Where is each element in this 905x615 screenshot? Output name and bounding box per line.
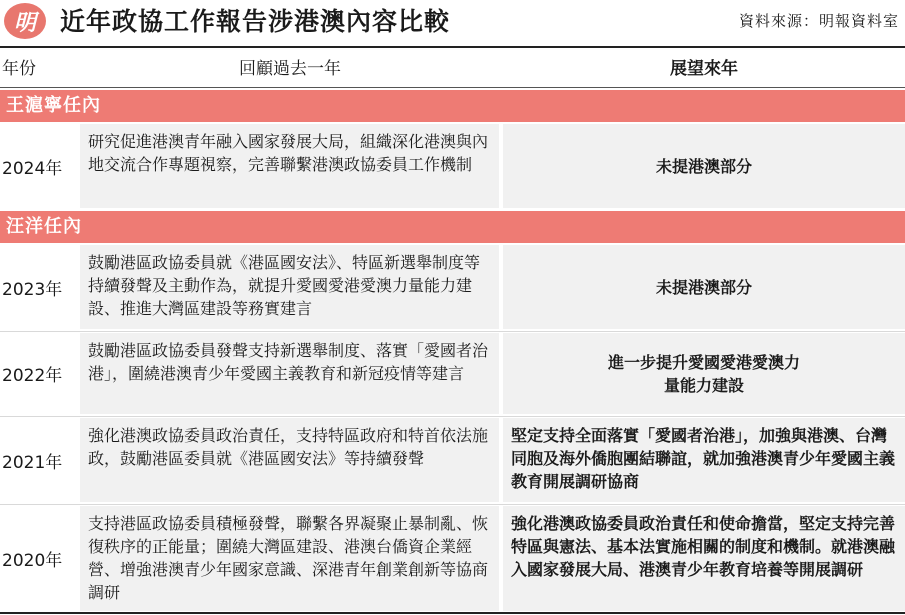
column-header-future: 展望來年	[670, 59, 738, 79]
row-year: 2024年	[2, 158, 63, 179]
top-rule	[0, 46, 905, 48]
row-year: 2022年	[2, 366, 63, 386]
page-title: 近年政協工作報告涉港澳內容比較	[60, 7, 451, 36]
row-future: 未提港澳部分	[503, 245, 905, 329]
row-past: 支持港區政協委員積極發聲，聯繫各界凝聚止暴制亂、恢復秩序的正能量；圍繞大灣區建設、港澳台僑資企業經營、增強港澳青少年國家意識、深港青年創業創新等協商調研	[80, 506, 499, 611]
row-past: 強化港澳政協委員政治責任，支持特區政府和特首依法施政，鼓勵港區委員就《港區國安法》等持續發聲	[80, 418, 499, 502]
section-band-wangyang: 汪洋任內	[0, 211, 905, 243]
table-row-2022	[0, 333, 905, 414]
row-year: 2021年	[2, 452, 63, 473]
mingpao-logo: 明	[4, 3, 46, 39]
row-year: 2023年	[2, 279, 63, 300]
row-separator	[0, 331, 905, 332]
bottom-rule	[0, 612, 905, 614]
table-row-2023	[0, 245, 905, 329]
row-separator	[0, 416, 905, 417]
table-row-2024	[0, 124, 905, 208]
column-header-year: 年份	[2, 59, 36, 79]
row-year: 2020年	[2, 551, 63, 571]
row-past: 鼓勵港區政協委員發聲支持新選舉制度、落實「愛國者治港」，圍繞港澳青少年愛國主義教育和新冠疫情等建言	[80, 333, 499, 414]
column-header-past: 回顧過去一年	[239, 59, 341, 79]
row-future: 堅定支持全面落實「愛國者治港」，加強與港澳、台灣同胞及海外僑胞團結聯誼，就加強港澳青少年愛國主義教育開展調研協商	[503, 418, 905, 502]
header	[0, 0, 905, 44]
row-separator	[0, 504, 905, 505]
row-past: 研究促進港澳青年融入國家發展大局，組織深化港澳與內地交流合作專題視察，完善聯繫港澳政協委員工作機制	[80, 124, 499, 208]
row-future: 進一步提升愛國愛港愛澳力量能力建設	[503, 333, 905, 414]
source-note: 資料來源：明報資料室	[738, 12, 899, 30]
table-row-2020	[0, 506, 905, 611]
row-future: 未提港澳部分	[503, 124, 905, 208]
header-rule	[0, 87, 905, 88]
section-band-wang: 王滬寧任內	[0, 90, 905, 122]
row-past: 鼓勵港區政協委員就《港區國安法》、特區新選舉制度等持續發聲及主動作為，就提升愛國愛港愛澳力量能力建設、推進大灣區建設等務實建言	[80, 245, 499, 329]
row-future: 強化港澳政協委員政治責任和使命擔當，堅定支持完善特區與憲法、基本法實施相關的制度和機制。就港澳融入國家發展大局、港澳青少年教育培養等開展調研	[503, 506, 905, 611]
table-row-2021	[0, 418, 905, 502]
